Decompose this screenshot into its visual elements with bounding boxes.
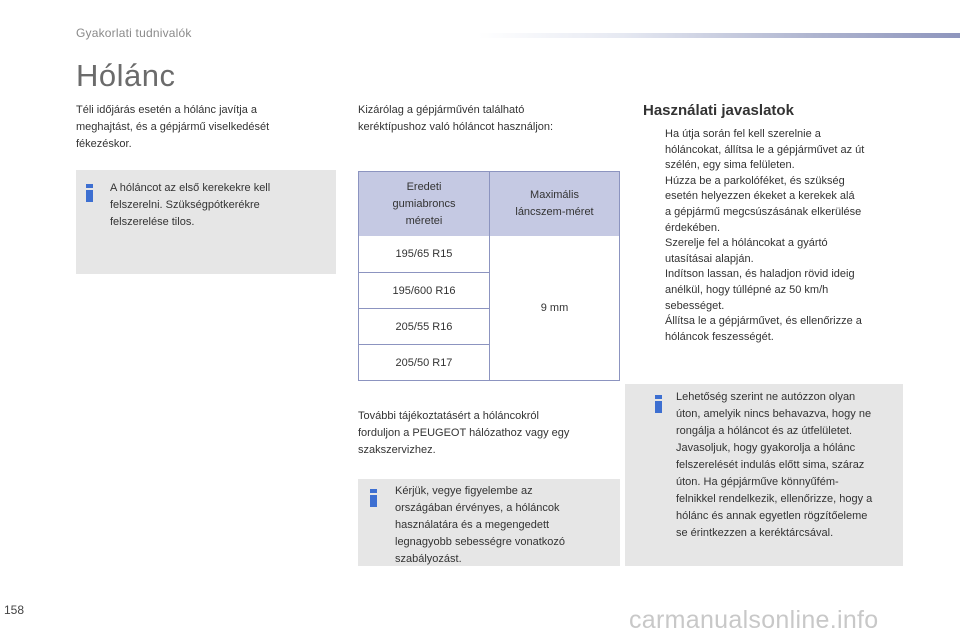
list-item bbox=[643, 267, 908, 314]
table-cell-tire-size: 195/600 R16 bbox=[359, 272, 490, 308]
info-icon bbox=[86, 184, 93, 202]
table-cell-tire-size: 205/55 R16 bbox=[359, 308, 490, 344]
intro-paragraph: Téli időjárás esetén a hólánc javítja a meghajtást, és a gépjármű viselkedését fékezéskor. bbox=[76, 104, 270, 150]
section-header: Gyakorlati tudnivalók bbox=[76, 26, 192, 40]
table-intro-paragraph: Kizárólag a gépjárművén található keréktípushoz való hóláncot használjon: bbox=[358, 104, 554, 133]
tire-size-table bbox=[358, 171, 620, 381]
list-item-text: Ha útja során fel kell szerelnie a hóláncokat, állítsa le a gépjárművet az út szélén, egy sima felületen. bbox=[665, 128, 865, 172]
page-number: 158 bbox=[4, 603, 25, 617]
watermark: carmanualsonline.info bbox=[629, 606, 879, 634]
info-icon bbox=[655, 395, 662, 413]
list-item bbox=[643, 236, 908, 267]
info-box-text: Lehetőség szerint ne autózzon olyan úton, amelyik nincs behavazva, hogy ne rongálja a hóláncot és az útfelületet. Javasoljuk, hogy gyakorolja a hólánc felszerelését indulás előtt sima, száraz úton. Ha gépjárműve könnyűfém- felnikkel rendelkezik, ellenőrizze, hogy a hólánc és annak egyetlen rögzítőeleme se érintkezzen a keréktárcsával. bbox=[676, 391, 873, 539]
list-item bbox=[643, 314, 908, 345]
table-cell-tire-size: 205/50 R17 bbox=[359, 344, 490, 380]
advice-heading: Használati javaslatok bbox=[643, 102, 794, 119]
header-accent-line bbox=[478, 33, 960, 38]
info-box-text: A hóláncot az első kerekekre kell felszerelni. Szükségpótkerékre felszerelése tilos. bbox=[110, 182, 271, 228]
info-box-front-wheels bbox=[76, 170, 336, 274]
info-box-regulations bbox=[358, 479, 620, 566]
list-item bbox=[643, 127, 908, 174]
table-cell-tire-size: 195/65 R15 bbox=[359, 236, 490, 272]
list-item bbox=[643, 174, 908, 236]
list-item-text: Indítson lassan, és haladjon rövid ideig anélkül, hogy túllépné az 50 km/h sebességet. bbox=[665, 268, 855, 312]
list-item-text: Szerelje fel a hóláncokat a gyártó utasításai alapján. bbox=[665, 237, 828, 265]
info-box-text: Kérjük, vegye figyelembe az országában érvényes, a hóláncok használatára és a megengedett legnagyobb sebességre vonatkozó szabályozást. bbox=[395, 485, 566, 565]
info-icon bbox=[370, 489, 377, 507]
info-box-road-surface bbox=[625, 384, 903, 566]
table-cell-max-link: 9 mm bbox=[540, 302, 569, 314]
list-item-text: Állítsa le a gépjárművet, és ellenőrizze a hóláncok feszességét. bbox=[665, 315, 862, 343]
table-header-tire-size: Eredeti gumiabroncs méretei bbox=[359, 172, 490, 236]
list-item-text: Húzza be a parkolóféket, és szükség esetén helyezzen ékeket a kerekek alá a gépjármű megcsúszásának elkerülése érdekében. bbox=[665, 174, 862, 234]
table-header-max-link: Maximális láncszem-méret bbox=[490, 172, 619, 236]
further-info-paragraph: További tájékoztatásért a hóláncokról forduljon a PEUGEOT hálózathoz vagy egy szakszervizhez. bbox=[358, 410, 570, 456]
advice-list bbox=[643, 127, 908, 345]
page-title: Hólánc bbox=[76, 58, 176, 93]
